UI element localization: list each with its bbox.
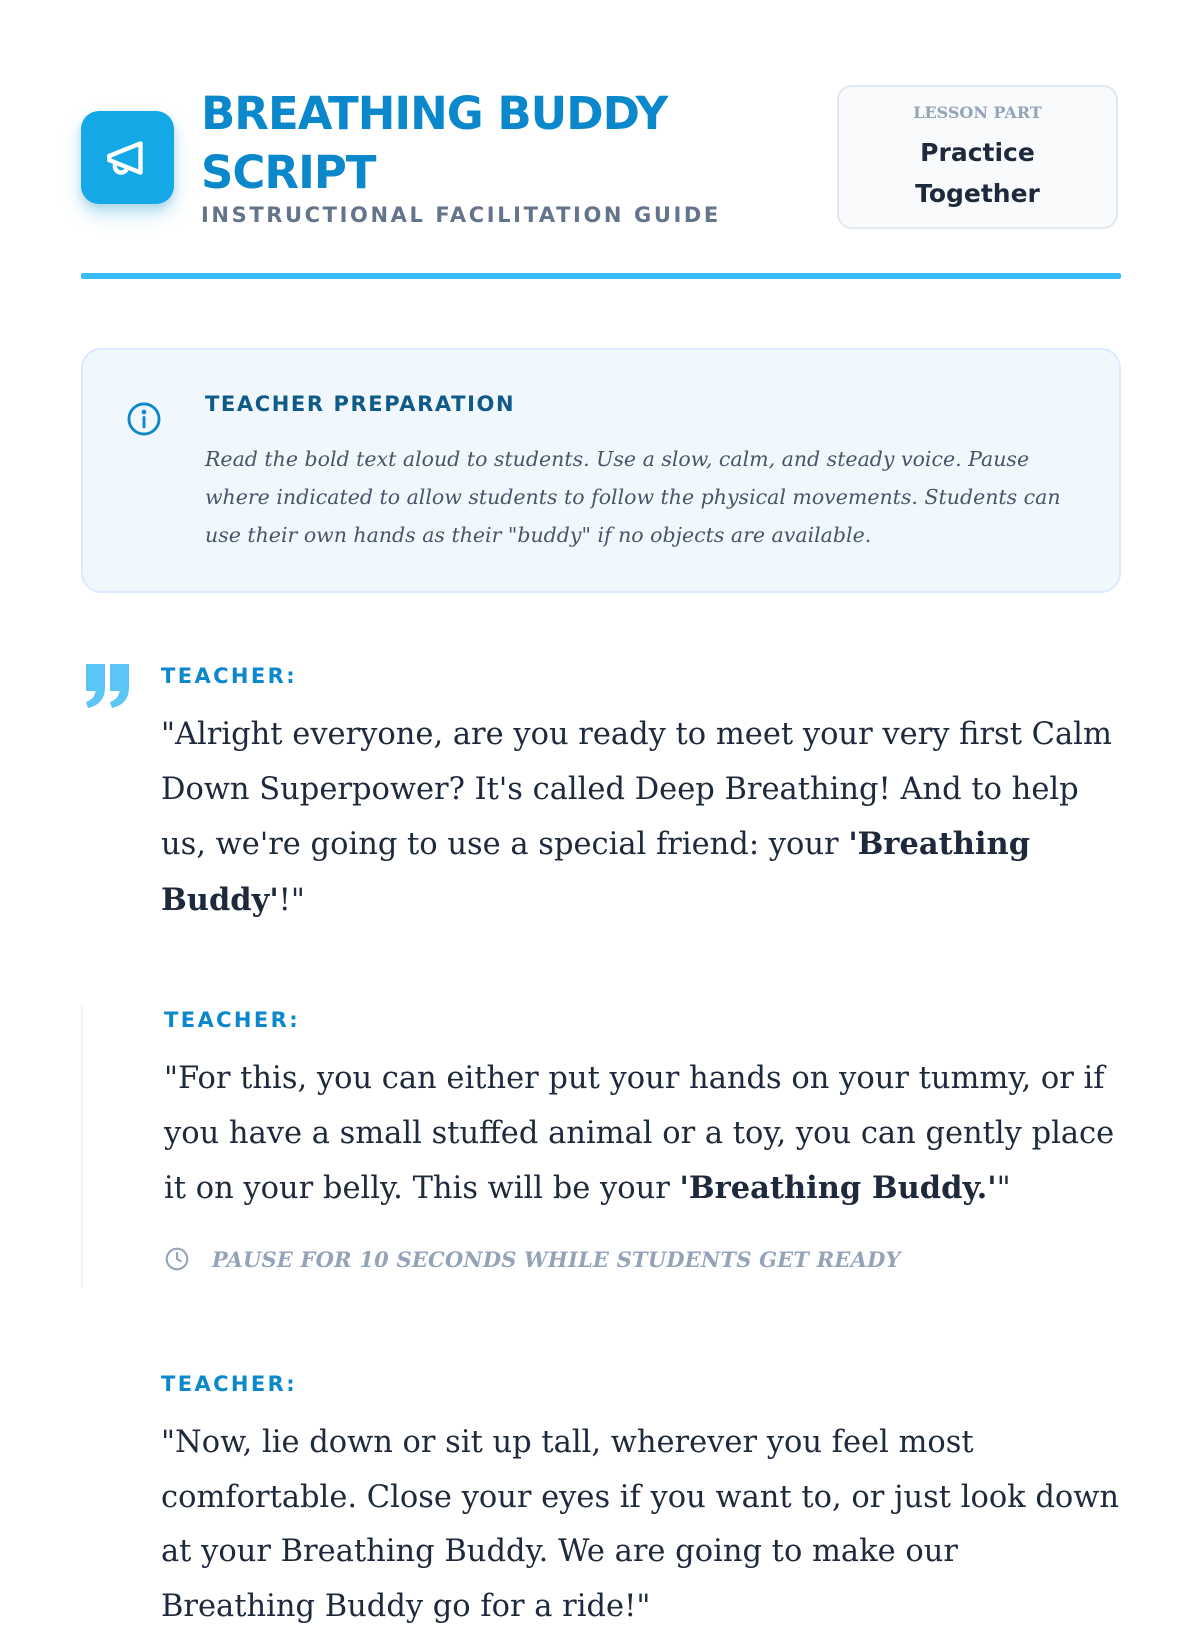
lesson-part-value-line2: Together — [915, 179, 1040, 208]
page-title: BREATHING BUDDY SCRIPT — [201, 87, 668, 199]
script-text — [164, 1052, 1121, 1217]
header-divider — [81, 273, 1121, 279]
script-text: "Now, lie down or sit up tall, wherever you feel most comfortable. Close your eyes if you want to, or just look down at your Breathing Buddy. We are going to make our Breathing Buddy go for a ride!" — [161, 1425, 1119, 1624]
script-emphasis: 'Breathing Buddy' — [161, 826, 1031, 918]
script-text-run: "Alright everyone, are you ready to meet your very first Calm Down Superpower? It's called Deep Breathing! And to help us, we're going to use a special friend: your — [161, 717, 1112, 862]
speaker-label: TEACHER: — [161, 664, 298, 688]
pause-text: PAUSE FOR 10 SECONDS WHILE STUDENTS GET READY — [212, 1246, 901, 1272]
script-text-run: "For this, you can either put your hands on your tummy, or if you have a small stuffed animal or a toy, you can gently place it on your belly. This will be your — [164, 1061, 1115, 1206]
script-text-run: !" — [278, 882, 305, 918]
speaker-label: TEACHER: — [161, 1372, 298, 1396]
lesson-part-value-line1: Practice — [920, 138, 1035, 167]
info-icon — [125, 400, 163, 438]
preparation-heading: TEACHER PREPARATION — [205, 392, 516, 416]
script-emphasis: 'Breathing Buddy.' — [679, 1170, 997, 1206]
lesson-part-value — [839, 132, 1116, 214]
clock-icon — [164, 1246, 190, 1272]
script-block-rule — [81, 1006, 83, 1288]
megaphone-icon — [103, 133, 153, 183]
logo-badge — [81, 111, 174, 204]
document-header — [81, 84, 1121, 284]
quote-icon — [84, 664, 132, 712]
lesson-part-card — [837, 85, 1118, 229]
script-text-run: " — [996, 1171, 1011, 1206]
speaker-label: TEACHER: — [164, 1008, 301, 1032]
script-text — [161, 708, 1121, 928]
pause-instruction — [164, 1246, 901, 1272]
preparation-text: Read the bold text aloud to students. Use a slow, calm, and steady voice. Pause where indicated to allow students to follow the physical movements. Students can use their own hands as their "buddy" if no objects are available. — [205, 447, 1061, 547]
page-subtitle: INSTRUCTIONAL FACILITATION GUIDE — [201, 203, 721, 227]
teacher-preparation-callout — [81, 348, 1121, 593]
lesson-part-label: LESSON PART — [913, 103, 1042, 122]
